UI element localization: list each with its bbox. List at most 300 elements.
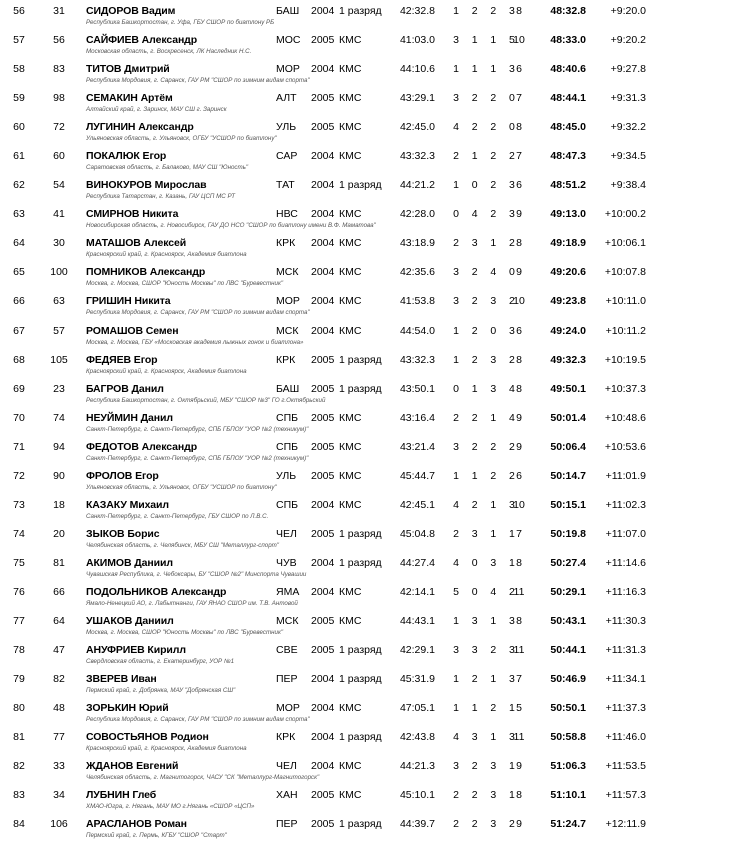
sport-rank-cell: 1 разряд [339,179,382,192]
course-time-cell: 43:16.4 [399,411,435,424]
shooting-stage-2: 2 [471,324,478,337]
shooting-stage-4: 4 [509,411,515,424]
total-time-cell: 49:23.8 [550,295,586,308]
organization-cell: Санкт-Петербург, г. Санкт-Петербург, ГБУ СШОР по Л.В.С. [86,512,269,520]
course-time-cell: 42:43.8 [399,731,435,744]
shooting-misses-cell [451,441,517,454]
sport-rank-cell: КМС [339,295,362,308]
birth-year-cell: 2004 [311,208,335,221]
birth-year-cell: 2004 [311,179,335,192]
bib-number-cell: 63 [53,295,65,308]
shooting-stage-2: 3 [471,644,478,657]
shooting-stage-3: 1 [490,673,497,686]
course-time-cell: 43:18.9 [399,237,435,250]
course-time-cell: 43:29.1 [399,92,435,105]
shooting-stage-1: 3 [453,644,459,657]
shooting-stage-4: 4 [509,382,515,395]
place-cell: 70 [13,411,25,424]
course-time-cell: 41:03.0 [399,34,435,47]
region-code-cell: ЯМА [276,585,300,598]
penalty-total-cell: 8 [516,237,522,250]
place-cell: 83 [13,789,25,802]
athlete-name-cell: ЗВЕРЕВ Иван [86,673,157,686]
shooting-misses-cell [451,63,517,76]
shooting-misses-cell [451,121,517,134]
place-cell: 56 [13,5,25,17]
shooting-stage-3: 2 [490,440,497,453]
course-time-cell: 42:29.1 [399,644,435,657]
birth-year-cell: 2004 [311,5,335,17]
region-code-cell: ТАТ [276,179,295,192]
place-cell: 74 [13,527,25,540]
penalty-total-cell: 6 [516,63,522,76]
shooting-stage-2: 2 [471,818,478,831]
course-time-cell: 42:32.8 [399,5,435,17]
organization-cell: Алтайский край, г. Заринск, МАУ СШ г. Заринск [86,106,227,114]
bib-number-cell: 54 [53,179,65,192]
total-time-cell: 50:43.1 [550,614,586,627]
organization-cell: Республика Мордовия, г. Саранск, ГАУ РМ "СШОР по зимним видам спорта" [86,77,310,85]
shooting-misses-cell [451,586,517,599]
result-row [0,2,750,31]
birth-year-cell: 2004 [311,237,335,250]
sport-rank-cell: 1 разряд [339,382,382,395]
athlete-name-cell: СЕМАКИН Артём [86,92,173,105]
time-behind-cell: +11:01.9 [605,469,646,482]
shooting-stage-2: 2 [471,5,478,17]
total-time-cell: 50:06.4 [550,440,586,453]
shooting-stage-1: 1 [453,5,459,17]
bib-number-cell: 60 [53,150,65,163]
shooting-stage-1: 4 [453,556,459,569]
penalty-total-cell: 7 [516,150,522,163]
course-time-cell: 42:45.0 [399,121,435,134]
organization-cell: Республика Башкортостан, г. Октябрьский, МБУ "СШОР №3" ГО г.Октябрьский [86,396,326,404]
sport-rank-cell: КМС [339,702,362,715]
result-row [0,699,750,728]
bib-number-cell: 77 [53,731,65,744]
shooting-stage-1: 1 [453,673,459,686]
sport-rank-cell: КМС [339,150,362,163]
shooting-stage-2: 4 [471,208,478,221]
shooting-stage-2: 1 [471,63,478,76]
birth-year-cell: 2005 [311,469,335,482]
region-code-cell: МСК [276,266,299,279]
place-cell: 58 [13,63,25,76]
shooting-stage-4: 3 [509,498,515,511]
shooting-stage-3: 3 [490,789,497,802]
region-code-cell: ПЕР [276,673,298,686]
shooting-stage-1: 3 [453,440,459,453]
shooting-stage-3: 3 [490,353,497,366]
total-time-cell: 48:47.3 [550,150,586,163]
region-code-cell: МОР [276,63,300,76]
shooting-stage-1: 2 [453,789,459,802]
shooting-stage-2: 2 [471,295,478,308]
course-time-cell: 42:28.0 [399,208,435,221]
birth-year-cell: 2005 [311,92,335,105]
shooting-stage-4: 3 [509,63,515,76]
total-time-cell: 49:32.3 [550,353,586,366]
course-time-cell: 45:04.8 [399,527,435,540]
bib-number-cell: 81 [53,556,65,569]
time-behind-cell: +12:11.9 [605,818,646,831]
shooting-stage-3: 2 [490,469,497,482]
bib-number-cell: 31 [53,5,65,17]
place-cell: 82 [13,760,25,773]
bib-number-cell: 83 [53,63,65,76]
birth-year-cell: 2005 [311,818,335,831]
sport-rank-cell: КМС [339,440,362,453]
sport-rank-cell: 1 разряд [339,527,382,540]
sport-rank-cell: КМС [339,121,362,134]
course-time-cell: 44:21.3 [399,760,435,773]
shooting-stage-4: 3 [509,324,515,337]
athlete-name-cell: САЙФИЕВ Александр [86,34,198,47]
birth-year-cell: 2004 [311,63,335,76]
course-time-cell: 43:32.3 [399,353,435,366]
time-behind-cell: +11:31.3 [605,644,646,657]
bib-number-cell: 34 [53,789,65,802]
penalty-total-cell: 6 [516,469,522,482]
bib-number-cell: 106 [50,818,68,831]
shooting-misses-cell [451,528,517,541]
shooting-stage-3: 1 [490,498,497,511]
sport-rank-cell: 1 разряд [339,673,382,686]
shooting-stage-1: 1 [453,179,459,192]
shooting-misses-cell [451,615,517,628]
penalty-total-cell: 8 [516,789,522,802]
total-time-cell: 49:18.9 [550,237,586,250]
bib-number-cell: 41 [53,208,65,221]
time-behind-cell: +11:53.5 [605,760,646,773]
course-time-cell: 43:32.3 [399,150,435,163]
result-row [0,438,750,467]
shooting-stage-2: 3 [471,237,478,250]
course-time-cell: 44:27.4 [399,556,435,569]
place-cell: 69 [13,382,25,395]
organization-cell: Новосибирская область, г. Новосибирск, ГАУ ДО НСО "СШОР по биатлону имени В.Ф. Маматова" [86,222,376,230]
shooting-stage-2: 2 [471,440,478,453]
place-cell: 71 [13,440,25,453]
sport-rank-cell: КМС [339,92,362,105]
bib-number-cell: 94 [53,440,65,453]
region-code-cell: МСК [276,614,299,627]
shooting-stage-2: 2 [471,353,478,366]
time-behind-cell: +11:46.0 [605,731,646,744]
shooting-stage-3: 1 [490,34,497,47]
course-time-cell: 44:54.0 [399,324,435,337]
total-time-cell: 51:24.7 [550,818,586,831]
birth-year-cell: 2004 [311,702,335,715]
shooting-stage-2: 1 [471,382,478,395]
time-behind-cell: +11:07.0 [605,527,646,540]
region-code-cell: МОР [276,295,300,308]
result-row [0,292,750,321]
result-row [0,583,750,612]
organization-cell: Челябинская область, г. Челябинск, МБУ СШ "Металлург-спорт" [86,541,279,549]
shooting-stage-1: 0 [453,382,459,395]
shooting-stage-2: 2 [471,266,478,279]
shooting-stage-3: 2 [490,121,497,134]
athlete-name-cell: СИДОРОВ Вадим [86,5,176,17]
organization-cell: Москва, г. Москва, СШОР "Юность Москвы" по ЛВС "Буревестник" [86,280,284,288]
shooting-stage-2: 2 [471,498,478,511]
sport-rank-cell: КМС [339,266,362,279]
total-time-cell: 51:06.3 [550,760,586,773]
athlete-name-cell: ПОКАЛЮК Егор [86,150,167,163]
organization-cell: Ямало-Ненецкий АО, г. Лабытнанги, ГАУ ЯНАО СШОР им. Т.В. Антовой [86,599,298,607]
sport-rank-cell: 1 разряд [339,644,382,657]
total-time-cell: 50:44.1 [550,644,586,657]
shooting-stage-4: 2 [509,440,515,453]
penalty-total-cell: 11 [513,644,525,657]
region-code-cell: МОР [276,702,300,715]
result-row [0,351,750,380]
athlete-name-cell: АРАСЛАНОВ Роман [86,818,187,831]
athlete-name-cell: ЖДАНОВ Евгений [86,760,179,773]
shooting-stage-4: 2 [509,469,515,482]
organization-cell: Ульяновская область, г. Ульяновск, ОГБУ "УСШОР по биатлону" [86,135,277,143]
sport-rank-cell: 1 разряд [339,556,382,569]
shooting-stage-1: 3 [453,92,459,105]
total-time-cell: 48:32.8 [550,5,586,17]
organization-cell: Москва, г. Москва, СШОР "Юность Москвы" по ЛВС "Буревестник" [86,628,284,636]
time-behind-cell: +9:38.4 [610,179,646,192]
organization-cell: Санкт-Петербург, г. Санкт-Петербург, СПБ ГБПОУ "УОР №2 (техникум)" [86,425,309,433]
bib-number-cell: 20 [53,527,65,540]
shooting-misses-cell [451,5,517,18]
place-cell: 79 [13,673,25,686]
shooting-misses-cell [451,702,517,715]
shooting-stage-3: 3 [490,556,497,569]
result-row [0,409,750,438]
place-cell: 77 [13,614,25,627]
shooting-stage-4: 2 [509,585,515,598]
shooting-stage-4: 3 [509,5,515,17]
athlete-name-cell: ЗОРЬКИН Юрий [86,702,169,715]
shooting-stage-3: 1 [490,527,497,540]
penalty-total-cell: 8 [516,121,522,134]
organization-cell: Республика Татарстан, г. Казань, ГАУ ЦСП МС РТ [86,193,236,201]
birth-year-cell: 2004 [311,295,335,308]
result-row [0,322,750,351]
sport-rank-cell: КМС [339,469,362,482]
region-code-cell: ЧЕЛ [276,760,297,773]
penalty-total-cell: 9 [516,440,522,453]
place-cell: 76 [13,585,25,598]
result-row [0,263,750,292]
shooting-misses-cell [451,412,517,425]
shooting-stage-1: 1 [453,702,459,715]
shooting-stage-3: 2 [490,5,497,17]
shooting-stage-4: 3 [509,208,515,221]
shooting-stage-2: 1 [471,469,478,482]
time-behind-cell: +10:37.3 [604,382,646,395]
birth-year-cell: 2005 [311,527,335,540]
result-row [0,380,750,409]
shooting-stage-2: 0 [471,179,478,192]
organization-cell: Республика Мордовия, г. Саранск, ГАУ РМ "СШОР по зимним видам спорта" [86,716,310,724]
result-row [0,205,750,234]
shooting-stage-2: 1 [471,34,478,47]
shooting-misses-cell [451,208,517,221]
shooting-stage-1: 1 [453,63,459,76]
shooting-misses-cell [451,354,517,367]
shooting-stage-1: 5 [453,585,459,598]
course-time-cell: 44:21.2 [399,179,435,192]
penalty-total-cell: 9 [516,208,522,221]
penalty-total-cell: 6 [516,324,522,337]
penalty-total-cell: 11 [513,585,525,598]
shooting-stage-3: 2 [490,702,497,715]
sport-rank-cell: КМС [339,789,362,802]
bib-number-cell: 47 [53,644,65,657]
penalty-total-cell: 5 [516,702,522,715]
region-code-cell: БАШ [276,382,300,395]
athlete-name-cell: АКИМОВ Даниил [86,556,173,569]
shooting-stage-3: 2 [490,150,497,163]
time-behind-cell: +11:57.3 [605,789,646,802]
shooting-misses-cell [451,731,517,744]
penalty-total-cell: 10 [513,498,525,511]
shooting-stage-4: 2 [509,295,515,308]
place-cell: 65 [13,266,25,279]
organization-cell: Челябинская область, г. Магнитогорск, ЧАСУ "СК "Металлург-Магнитогорск" [86,774,320,782]
birth-year-cell: 2004 [311,556,335,569]
course-time-cell: 42:45.1 [399,498,435,511]
place-cell: 78 [13,644,25,657]
shooting-stage-2: 1 [471,150,478,163]
shooting-stage-4: 3 [509,179,515,192]
shooting-stage-4: 2 [509,353,515,366]
result-row [0,176,750,205]
region-code-cell: СПБ [276,411,299,424]
shooting-misses-cell [451,383,517,396]
region-code-cell: МОС [276,34,301,47]
shooting-stage-1: 2 [453,150,459,163]
result-row [0,815,750,844]
shooting-misses-cell [451,789,517,802]
time-behind-cell: +9:31.3 [610,92,646,105]
time-behind-cell: +11:37.3 [605,702,646,715]
shooting-misses-cell [451,818,517,831]
sport-rank-cell: КМС [339,585,362,598]
shooting-stage-3: 2 [490,208,497,221]
result-row [0,118,750,147]
result-row [0,525,750,554]
total-time-cell: 48:40.6 [550,63,586,76]
birth-year-cell: 2005 [311,382,335,395]
shooting-stage-3: 1 [490,411,497,424]
sport-rank-cell: КМС [339,63,362,76]
total-time-cell: 50:58.8 [550,731,586,744]
athlete-name-cell: ГРИШИН Никита [86,295,171,308]
shooting-stage-3: 3 [490,295,497,308]
bib-number-cell: 105 [50,353,68,366]
shooting-stage-1: 1 [453,324,459,337]
shooting-stage-3: 2 [490,92,497,105]
athlete-name-cell: ВИНОКУРОВ Мирослав [86,179,207,192]
place-cell: 68 [13,353,25,366]
region-code-cell: НВС [276,208,298,221]
organization-cell: Москва, г. Москва, ГБУ «Московская академия лыжных гонок и биатлона» [86,338,304,346]
organization-cell: Санкт-Петербург, г. Санкт-Петербург, СПБ ГБПОУ "УОР №2 (техникум)" [86,454,309,462]
shooting-stage-4: 3 [509,644,515,657]
place-cell: 81 [13,731,25,744]
penalty-total-cell: 8 [516,556,522,569]
result-row [0,60,750,89]
region-code-cell: БАШ [276,5,300,17]
shooting-stage-1: 1 [453,469,459,482]
shooting-misses-cell [451,34,517,47]
region-code-cell: ЧУВ [276,556,297,569]
place-cell: 80 [13,702,25,715]
shooting-misses-cell [451,295,517,308]
shooting-misses-cell [451,673,517,686]
athlete-name-cell: УШАКОВ Даниил [86,614,174,627]
shooting-stage-3: 1 [490,237,497,250]
place-cell: 59 [13,92,25,105]
time-behind-cell: +10:07.8 [604,266,646,279]
athlete-name-cell: ФЕДОТОВ Александр [86,440,198,453]
organization-cell: Республика Мордовия, г. Саранск, ГАУ РМ "СШОР по зимним видам спорта" [86,309,310,317]
birth-year-cell: 2005 [311,644,335,657]
shooting-misses-cell [451,92,517,105]
course-time-cell: 43:50.1 [399,382,435,395]
shooting-misses-cell [451,644,517,657]
result-row [0,147,750,176]
shooting-stage-1: 2 [453,818,459,831]
shooting-stage-1: 2 [453,237,459,250]
athlete-name-cell: СОВОСТЬЯНОВ Родион [86,731,209,744]
result-row [0,757,750,786]
sport-rank-cell: КМС [339,208,362,221]
birth-year-cell: 2004 [311,324,335,337]
shooting-stage-2: 2 [471,92,478,105]
organization-cell: ХМАО-Югра, г. Нягань, МАУ МО г.Нягань «СШОР «ЦСП» [86,803,255,811]
total-time-cell: 50:29.1 [550,585,586,598]
result-row [0,641,750,670]
course-time-cell: 41:53.8 [399,295,435,308]
region-code-cell: САР [276,150,298,163]
time-behind-cell: +11:34.1 [605,673,646,686]
place-cell: 64 [13,237,25,250]
bib-number-cell: 57 [53,324,65,337]
shooting-stage-3: 3 [490,818,497,831]
bib-number-cell: 72 [53,121,65,134]
shooting-stage-2: 2 [471,411,478,424]
shooting-stage-4: 2 [509,237,515,250]
time-behind-cell: +9:27.8 [610,63,646,76]
result-row [0,786,750,815]
sport-rank-cell: 1 разряд [339,818,382,831]
bib-number-cell: 23 [53,382,65,395]
shooting-misses-cell [451,266,517,279]
bib-number-cell: 100 [50,266,68,279]
birth-year-cell: 2004 [311,266,335,279]
shooting-stage-1: 4 [453,121,459,134]
organization-cell: Пермский край, г. Пермь, КГБУ "СШОР "Старт" [86,832,227,840]
birth-year-cell: 2004 [311,498,335,511]
time-behind-cell: +10:11.0 [605,295,646,308]
total-time-cell: 49:13.0 [550,208,586,221]
sport-rank-cell: 1 разряд [339,5,382,17]
place-cell: 67 [13,324,25,337]
organization-cell: Красноярский край, г. Красноярск, Академия биатлона [86,251,247,259]
penalty-total-cell: 9 [516,266,522,279]
region-code-cell: СПБ [276,440,299,453]
